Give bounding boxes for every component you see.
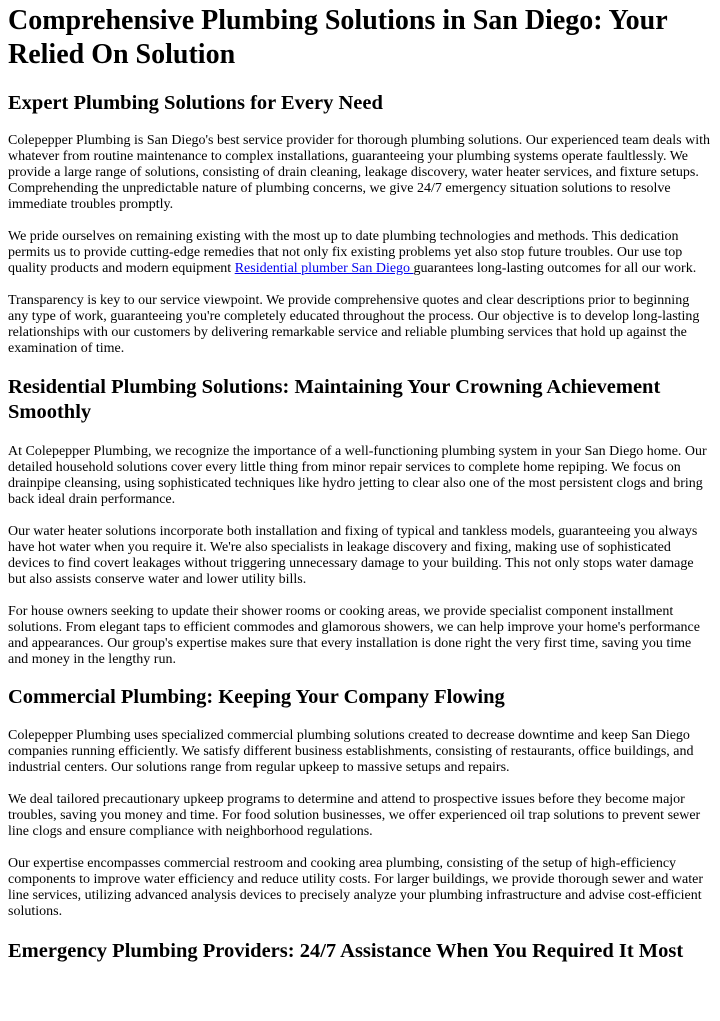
paragraph-text: We pride ourselves on remaining existing with the most up to date plumbing technologies and methods. This dedication permits us to provide cutting-edge remedies that not only fix existing problems yet also stop future troubles. Our use top quality products and modern equipment	[8, 229, 683, 276]
page-title: Comprehensive Plumbing Solutions in San Diego: Your Relied On Solution	[8, 5, 668, 70]
paragraph: Transparency is key to our service viewpoint. We provide comprehensive quotes and clear descriptions prior to beginning any type of work, guaranteeing you're completely educated throughout the process. Our objective is to develop long-lasting relationships with our customers by delivering remarkable service and reliable plumbing services that hold up against the examination of time.	[8, 293, 700, 356]
section-heading-residential: Residential Plumbing Solutions: Maintaining Your Crowning Achievement Smoothly	[8, 376, 661, 423]
paragraph: Our expertise encompasses commercial restroom and cooking area plumbing, consisting of the setup of high-efficiency components to improve water efficiency and reduce utility costs. For larger buildings, we provide thorough sewer and water line services, utilizing advanced analysis devices to precisely analyze your plumbing infrastructure and advise cost-efficient solutions.	[8, 856, 704, 919]
section-heading-expert: Expert Plumbing Solutions for Every Need	[8, 92, 383, 114]
paragraph: Colepepper Plumbing uses specialized commercial plumbing solutions created to decrease downtime and keep San Diego companies running efficiently. We satisfy different business establishments, consisting of restaurants, office buildings, and industrial centers. Our solutions range from regular upkeep to massive setups and repairs.	[8, 728, 694, 775]
paragraph-with-link	[8, 229, 712, 277]
section-heading-emergency: Emergency Plumbing Providers: 24/7 Assistance When You Required It Most	[8, 940, 684, 962]
paragraph: For house owners seeking to update their shower rooms or cooking areas, we provide specialist component installment solutions. From elegant taps to efficient commodes and glamorous showers, we can help improve your home's performance and appearances. Our group's expertise makes sure that every installation is done right the very first time, saving you time and money in the lengthy run.	[8, 604, 700, 667]
paragraph: At Colepepper Plumbing, we recognize the importance of a well-functioning plumbing system in your San Diego home. Our detailed household solutions cover every little thing from minor repair services to complete home repiping. We focus on drainpipe cleansing, using sophisticated techniques like hydro jetting to clear also one of the most persistent clogs and bring back ideal drain performance.	[8, 444, 707, 507]
paragraph: Colepepper Plumbing is San Diego's best service provider for thorough plumbing solutions. Our experienced team deals with whatever from routine maintenance to complex installations, guaranteeing your plumbing systems operate faultlessly. We provide a large range of solutions, consisting of drain cleaning, leakage discovery, water heater services, and fixture setups. Comprehending the unpredictable nature of plumbing concerns, we give 24/7 emergency situation solutions to resolve immediate troubles promptly.	[8, 133, 710, 212]
residential-plumber-link[interactable]: Residential plumber San Diego	[234, 261, 414, 276]
section-heading-commercial: Commercial Plumbing: Keeping Your Company Flowing	[8, 686, 505, 708]
paragraph-text: guarantees long-lasting outcomes for all our work.	[413, 261, 697, 276]
article	[0, 4, 720, 964]
paragraph: We deal tailored precautionary upkeep programs to determine and attend to prospective issues before they become major troubles, saving you money and time. For food solution businesses, we offer experienced oil trap solutions to prevent sewer line clogs and ensure compliance with neighborhood regulations.	[8, 792, 701, 839]
paragraph: Our water heater solutions incorporate both installation and fixing of typical and tankless models, guaranteeing you always have hot water when you require it. We're also specialists in leakage discovery and fixing, making use of sophisticated devices to find covert leakages without triggering unnecessary damage to your building. This not only stops water damage but also assists conserve water and lower utility bills.	[8, 524, 698, 587]
